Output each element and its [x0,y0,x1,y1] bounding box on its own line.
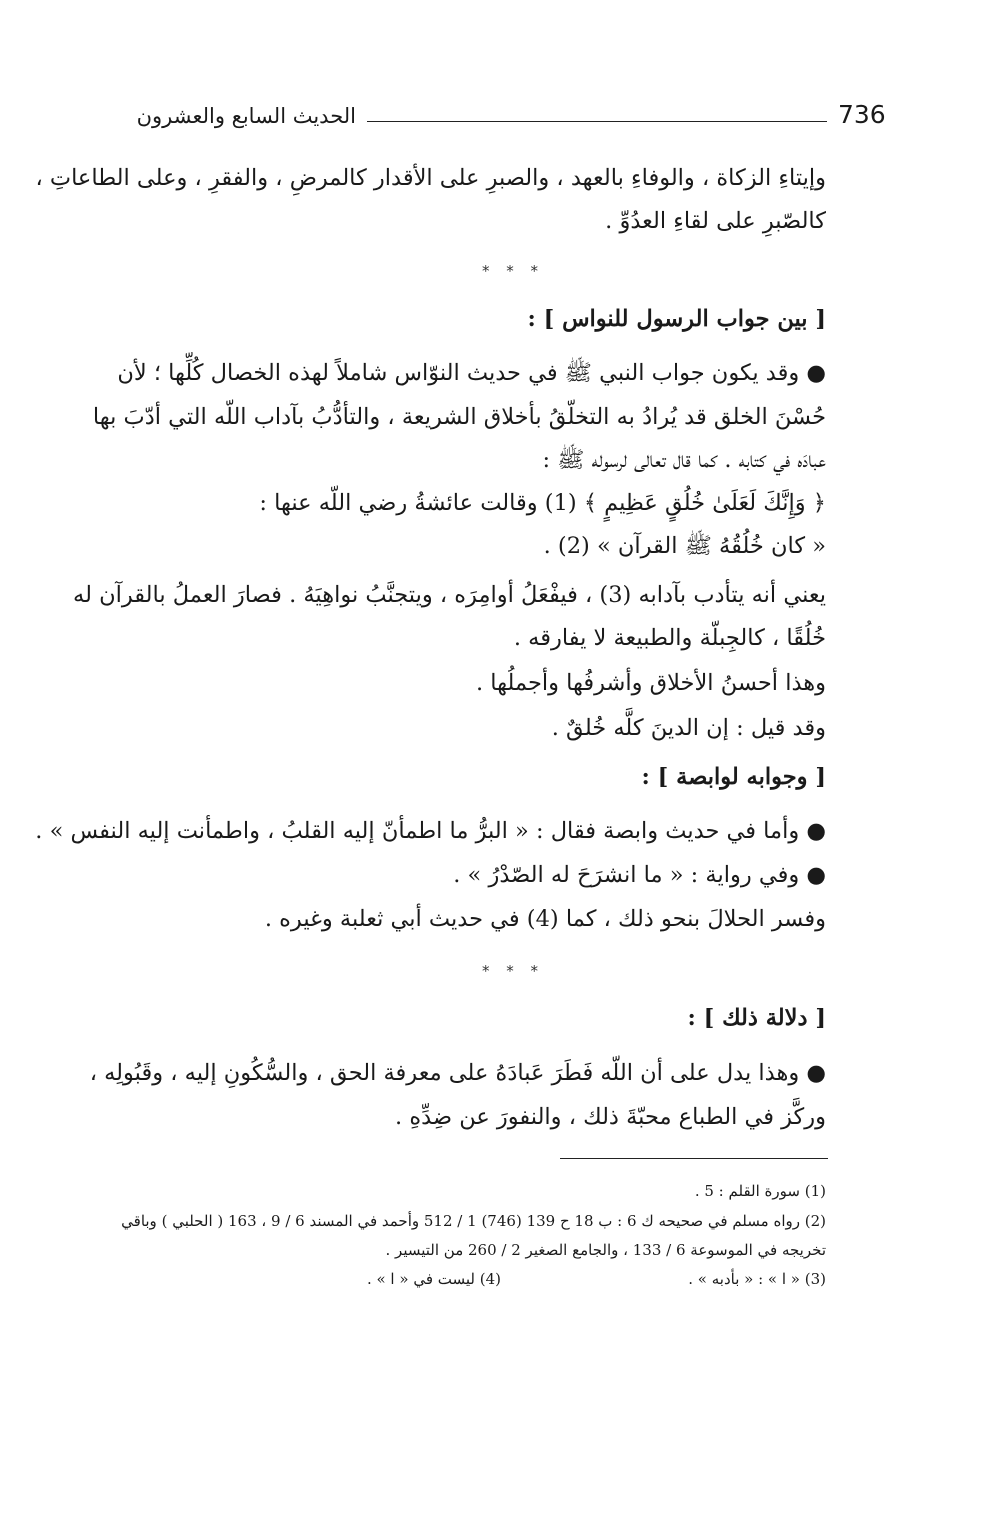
section-heading: [ دلالة ذلك ] : [687,1005,826,1031]
paragraph-line: كالصّبرِ على لقاءِ العدُوِّ . [605,208,826,234]
hadith-quote-line: « كان خُلُقُهُ ﷺ القرآن » (2) . [543,533,826,559]
footnote: (3) « ا » : « بأدبه » . [688,1270,826,1288]
header-rule [367,121,827,122]
paragraph-line: وإيتاءِ الزكاة ، والوفاءِ بالعهد ، والصبرِ على الأقدار كالمرضِ ، والفقرِ ، وعلى الطاعاتِ ، [35,165,826,191]
paragraph-line: خُلُقًا ، كالجِبلّة والطبيعة لا يفارقه . [513,625,826,651]
page-number: 736 [838,100,886,129]
paragraph-line: ● وفي رواية : « ما انشرَحَ له الصّدْرُ » . [453,862,826,888]
paragraph-line: وقد قيل : إن الدينَ كلَّه خُلقٌ . [551,715,826,741]
section-heading: [ وجوابه لوابصة ] : [641,764,826,790]
footnote-rule [560,1158,828,1159]
section-separator: * * * [482,262,545,280]
section-separator: * * * [482,962,545,980]
footnote: (1) سورة القلم : 5 . [694,1182,826,1200]
paragraph-line: ● وأما في حديث وابصة فقال : « البرُّ ما اطمأنّ إليه القلبُ ، واطمأنت إليه النفس » . [35,818,826,844]
paragraph-line: يعني أنه يتأدب بآدابه (3) ، فيفْعَلُ أوامِرَه ، ويتجنَّبُ نواهِيَهُ . فصارَ العملُ بالقرآن له [73,582,826,608]
paragraph-line: وفسر الحلالَ بنحو ذلك ، كما (4) في حديث أبي ثعلبة وغيره . [264,906,826,932]
paragraph-line: ● وهذا يدل على أن اللّه فَطَرَ عَبادَهُ على معرفة الحق ، والسُّكُونِ إليه ، وقَبُولِه ، [89,1060,826,1086]
footnote: تخريجه في الموسوعة 6 / 133 ، والجامع الصغير 2 / 260 من التيسير . [385,1241,826,1259]
footnote: (4) ليست في « ا » . [366,1270,501,1288]
paragraph-line: ● وقد يكون جواب النبي ﷺ في حديث النوّاس شاملاً لهذه الخصال كُلِّها ؛ لأن [117,360,826,386]
paragraph-line: وركَّز في الطباع محبّةَ ذلك ، والنفورَ عن ضِدِّهِ . [395,1104,826,1130]
quran-verse-line: ﴿ وَإِنَّكَ لَعَلَىٰ خُلُقٍ عَظِيمٍ ﴾ (1) وقالت عائشةُ رضي اللّه عنها : [259,490,826,516]
section-heading: [ بين جواب الرسول للنواس ] : [527,306,826,332]
paragraph-line: عبادَه في كتابه . كما قال تعالى لرسوله ﷺ : [542,447,826,473]
paragraph-line: حُسْنَ الخلق قد يُرادُ به التخلّقُ بأخلاق الشريعة ، والتأدُّبُ بآداب اللّه التي أدّبَ بها [92,404,826,430]
chapter-title: الحديث السابع والعشرون [136,104,356,128]
footnote: (2) رواه مسلم في صحيحه ك 6 : ب 18 ح 139 (746) 1 / 512 وأحمد في المسند 6 / 9 ، 163 ( الحلبي ) وباقي [121,1212,826,1230]
paragraph-line: وهذا أحسنُ الأخلاق وأشرفُها وأجملُها . [475,670,826,696]
